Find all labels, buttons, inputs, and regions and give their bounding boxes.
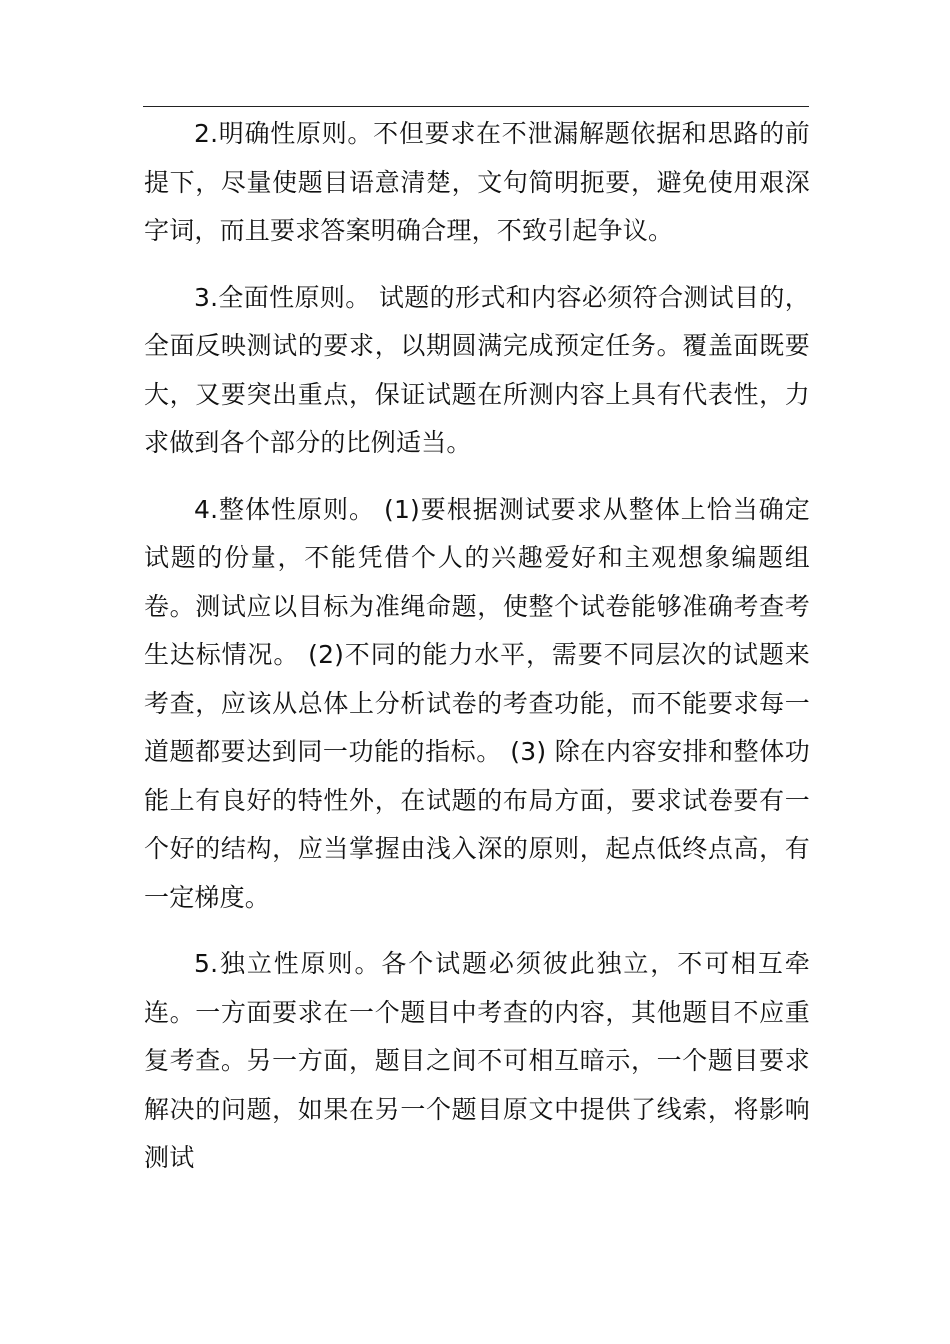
paragraph-integrity-principle: 4.整体性原则。 (1)要根据测试要求从整体上恰当确定试题的份量，不能凭借个人的兴趣爱好和主观想象编题组卷。测试应以目标为准绳命题，使整个试卷能够准确考查考生达标情况。 (2)不同的能力水平，需要不同层次的试题来考查，应该从总体上分析试卷的考查功能，而不能要求每一道题都要达到同一功能的指标。 (3) 除在内容安排和整体功能上有良好的特性外，在试题的布局方面，要求试卷要有一个好的结构，应当掌握由浅入深的原则，起点低终点高，有一定梯度。 bbox=[144, 494, 810, 912]
document-body bbox=[144, 110, 810, 1183]
paragraph-independence-principle: 5.独立性原则。各个试题必须彼此独立，不可相互牵连。一方面要求在一个题目中考查的内容，其他题目不应重复考查。另一方面，题目之间不可相互暗示，一个题目要求解决的问题，如果在另一个题目原文中提供了线索，将影响测试 bbox=[144, 949, 810, 1172]
paragraph-clarity-principle: 2.明确性原则。不但要求在不泄漏解题依据和思路的前提下，尽量使题目语意清楚，文句简明扼要，避免使用艰深字词，而且要求答案明确合理，不致引起争议。 bbox=[144, 119, 810, 245]
paragraph-comprehensiveness-principle: 3.全面性原则。 试题的形式和内容必须符合测试目的，全面反映测试的要求，以期圆满完成预定任务。覆盖面既要大，又要突出重点，保证试题在所测内容上具有代表性，力求做到各个部分的比例适当。 bbox=[144, 282, 810, 457]
header-rule bbox=[143, 106, 809, 107]
